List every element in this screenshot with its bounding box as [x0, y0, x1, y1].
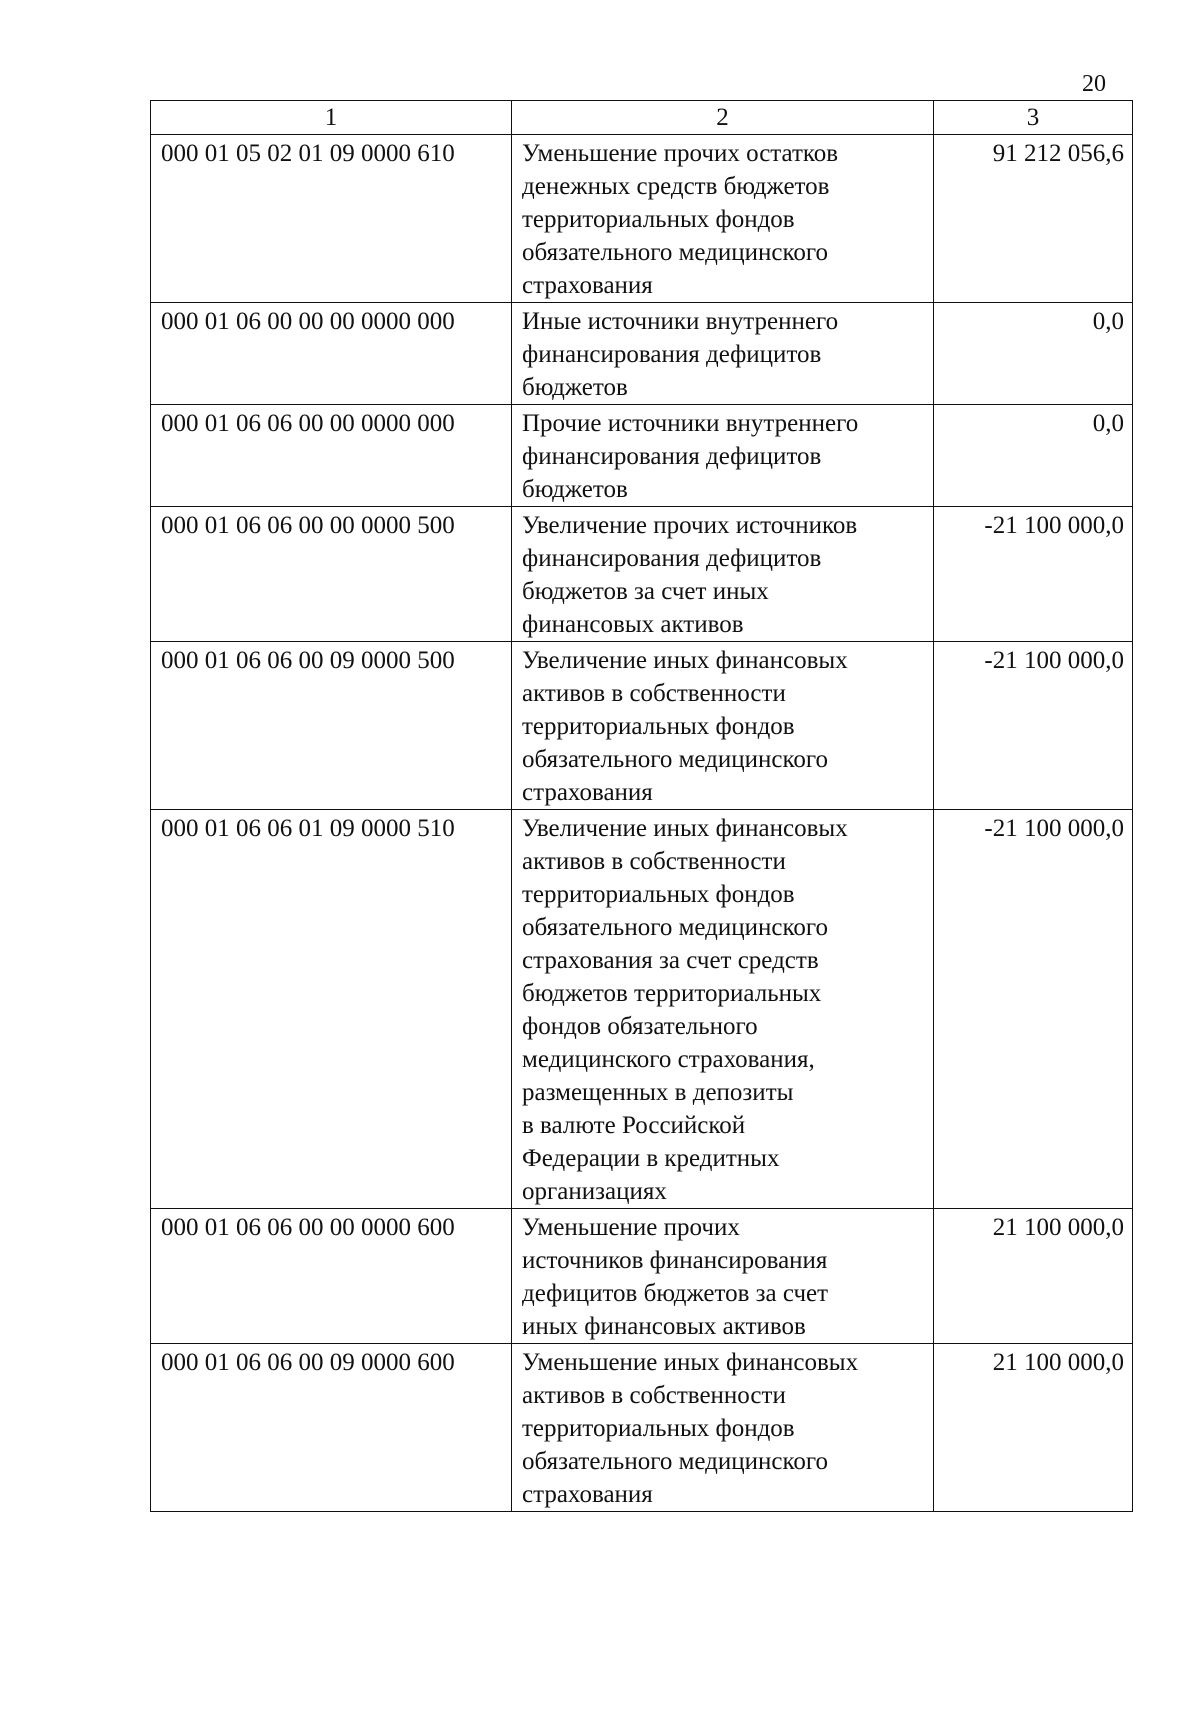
row-description: Уменьшение иных финансовых активов в собственности территориальных фондов обязательного медицинского страхования — [512, 1344, 934, 1512]
table-row — [151, 507, 1133, 642]
table-row — [151, 135, 1133, 303]
row-code: 000 01 06 06 00 00 0000 000 — [151, 405, 512, 507]
row-code: 000 01 06 06 00 00 0000 600 — [151, 1209, 512, 1344]
row-amount: 0,0 — [934, 303, 1133, 405]
row-description: Увеличение иных финансовых активов в собственности территориальных фондов обязательного медицинского страхования за счет средств бюджетов территориальных фондов обязательного медицинского страхования, размещенных в депозиты в валюте Российской Федерации в кредитных организациях — [512, 810, 934, 1209]
row-code: 000 01 05 02 01 09 0000 610 — [151, 135, 512, 303]
page-number: 20 — [1082, 71, 1106, 97]
row-amount: 21 100 000,0 — [934, 1209, 1133, 1344]
budget-sources-table — [150, 100, 1133, 1512]
row-code: 000 01 06 06 00 09 0000 500 — [151, 642, 512, 810]
row-amount: 21 100 000,0 — [934, 1344, 1133, 1512]
row-code: 000 01 06 06 00 09 0000 600 — [151, 1344, 512, 1512]
row-code: 000 01 06 00 00 00 0000 000 — [151, 303, 512, 405]
row-amount: 0,0 — [934, 405, 1133, 507]
row-description: Увеличение прочих источников финансирования дефицитов бюджетов за счет иных финансовых активов — [512, 507, 934, 642]
column-header-description: 2 — [512, 101, 934, 135]
table-body — [151, 135, 1133, 1512]
column-header-code: 1 — [151, 101, 512, 135]
table-row — [151, 303, 1133, 405]
row-amount: -21 100 000,0 — [934, 507, 1133, 642]
table-row — [151, 1344, 1133, 1512]
row-amount: 91 212 056,6 — [934, 135, 1133, 303]
table-header — [151, 101, 1133, 135]
header-row — [151, 101, 1133, 135]
row-code: 000 01 06 06 01 09 0000 510 — [151, 810, 512, 1209]
table-row — [151, 405, 1133, 507]
row-amount: -21 100 000,0 — [934, 642, 1133, 810]
table-row — [151, 642, 1133, 810]
row-code: 000 01 06 06 00 00 0000 500 — [151, 507, 512, 642]
table-row — [151, 1209, 1133, 1344]
column-header-amount: 3 — [934, 101, 1133, 135]
row-description: Уменьшение прочих источников финансирования дефицитов бюджетов за счет иных финансовых активов — [512, 1209, 934, 1344]
row-description: Иные источники внутреннего финансирования дефицитов бюджетов — [512, 303, 934, 405]
row-description: Уменьшение прочих остатков денежных средств бюджетов территориальных фондов обязательного медицинского страхования — [512, 135, 934, 303]
row-description: Увеличение иных финансовых активов в собственности территориальных фондов обязательного медицинского страхования — [512, 642, 934, 810]
row-description: Прочие источники внутреннего финансирования дефицитов бюджетов — [512, 405, 934, 507]
row-amount: -21 100 000,0 — [934, 810, 1133, 1209]
table-row — [151, 810, 1133, 1209]
